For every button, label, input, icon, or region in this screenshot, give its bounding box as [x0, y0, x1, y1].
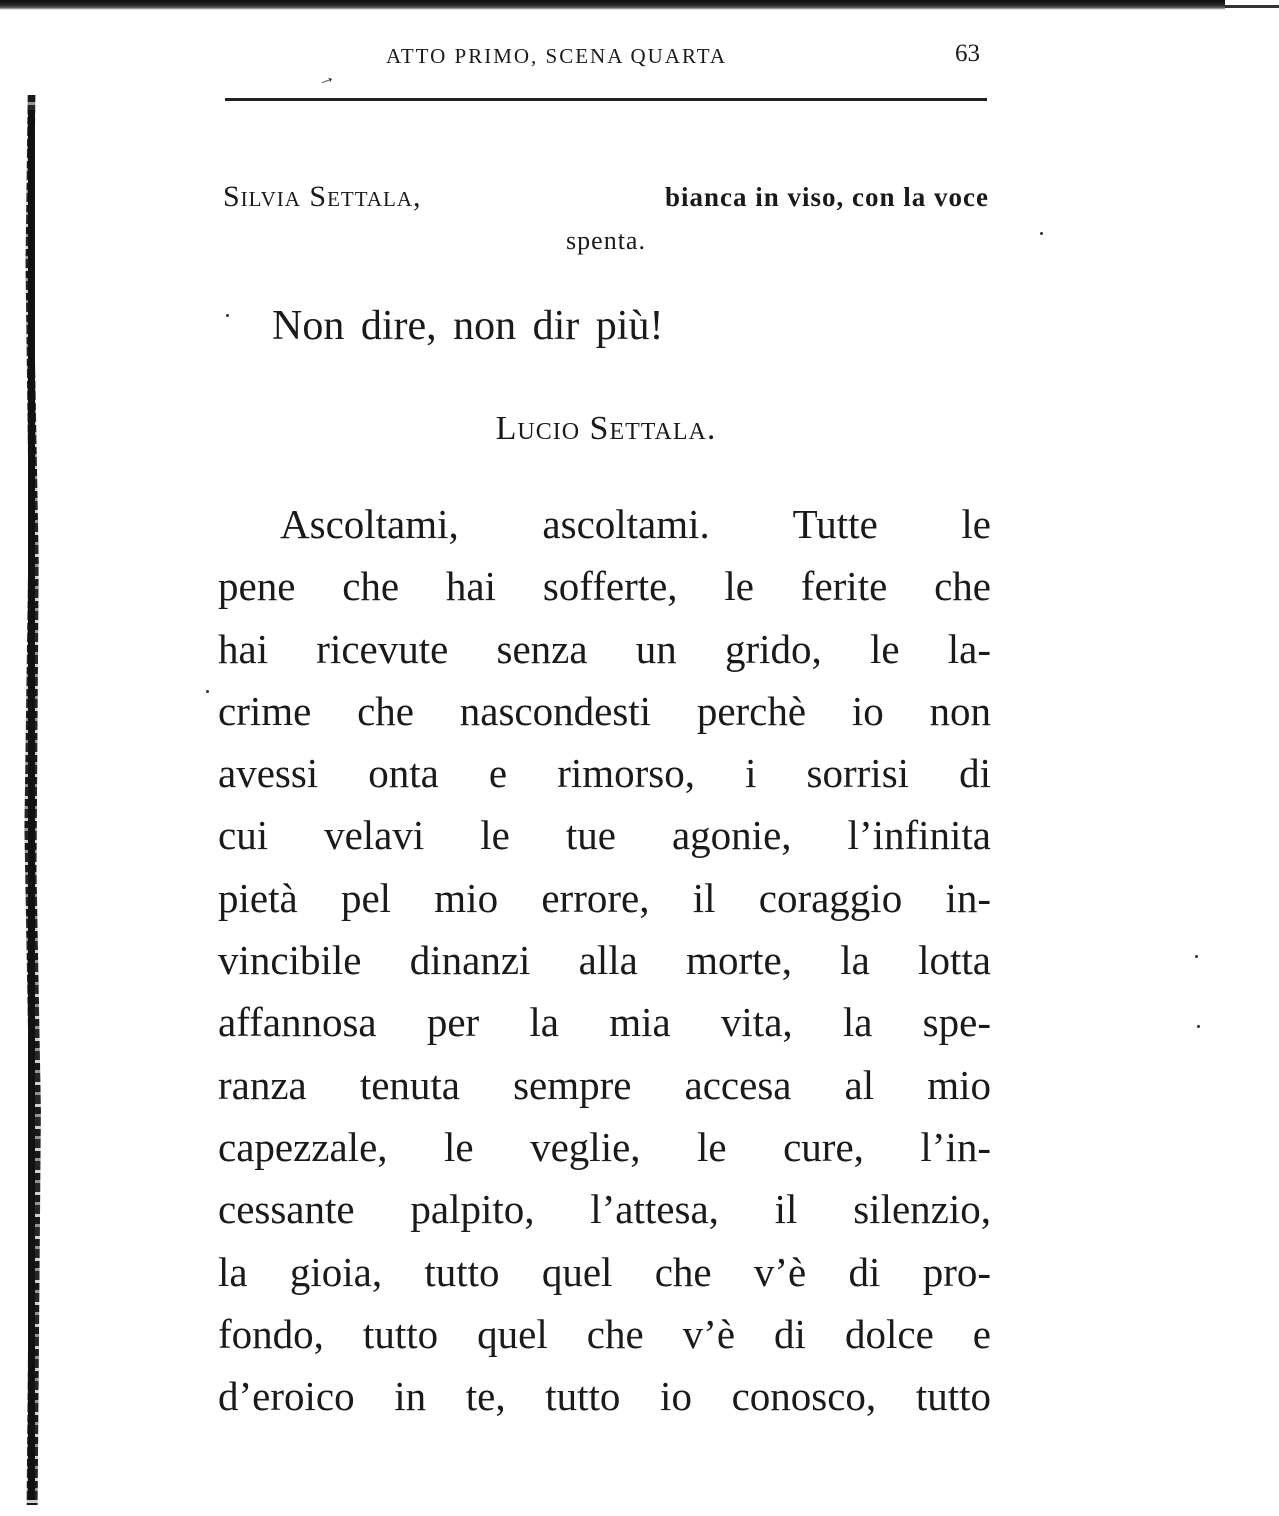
- speech-line: vincibile dinanzi alla morte, la lotta: [218, 937, 991, 984]
- speech-line: ranza tenuta sempre accesa al mio: [218, 1061, 991, 1108]
- speech-line: fondo, tutto quel che v’è di dolce e: [218, 1310, 991, 1357]
- scan-left-edge-core: [28, 110, 35, 1500]
- scan-speck: [1040, 232, 1043, 235]
- page-number: 63: [955, 40, 980, 67]
- scan-top-edge: [0, 0, 1225, 10]
- speech-line: la gioia, tutto quel che v’è di pro-: [218, 1248, 991, 1295]
- running-head: ATTO PRIMO, SCENA QUARTA: [386, 44, 728, 68]
- speech-line: affannosa per la mia vita, la spe-: [218, 999, 991, 1046]
- stray-mark: →: [313, 65, 338, 91]
- speech-line: pene che hai sofferte, le ferite che: [218, 563, 991, 610]
- speech-line: d’eroico in te, tutto io conosco, tutto: [218, 1373, 991, 1420]
- stage-direction: bianca in viso, con la voce: [664, 182, 989, 212]
- stage-direction-line-2: spenta.: [566, 226, 646, 255]
- scan-top-edge-tail: [1225, 5, 1279, 8]
- scan-speck: [1197, 1025, 1200, 1028]
- scan-speck: [226, 314, 229, 317]
- speech-line: Ascoltami, ascoltami. Tutte le: [280, 501, 991, 547]
- speech-line: crime che nascondesti perchè io non: [218, 687, 991, 734]
- speech-line: capezzale, le veglie, le cure, l’in-: [218, 1123, 991, 1170]
- speech-silvia: Non dire, non dir più!: [272, 303, 664, 349]
- scan-speck: [1195, 955, 1198, 958]
- speech-line: hai ricevute senza un grido, le la-: [218, 625, 991, 672]
- speech-lucio: [218, 496, 991, 1430]
- speaker-name-silvia: Silvia Settala,: [223, 180, 422, 213]
- speech-line: avessi onta e rimorso, i sorrisi di: [218, 750, 991, 797]
- stage-direction-line-1: [223, 180, 989, 214]
- speaker-name-lucio: Lucio Settala.: [495, 410, 717, 447]
- speech-line: cessante palpito, l’attesa, il silenzio,: [218, 1186, 991, 1233]
- speech-line: pietà pel mio errore, il coraggio in-: [218, 874, 991, 921]
- header-rule: [225, 98, 987, 101]
- speech-line: cui velavi le tue agonie, l’infinita: [218, 812, 991, 859]
- scan-speck: [206, 690, 209, 693]
